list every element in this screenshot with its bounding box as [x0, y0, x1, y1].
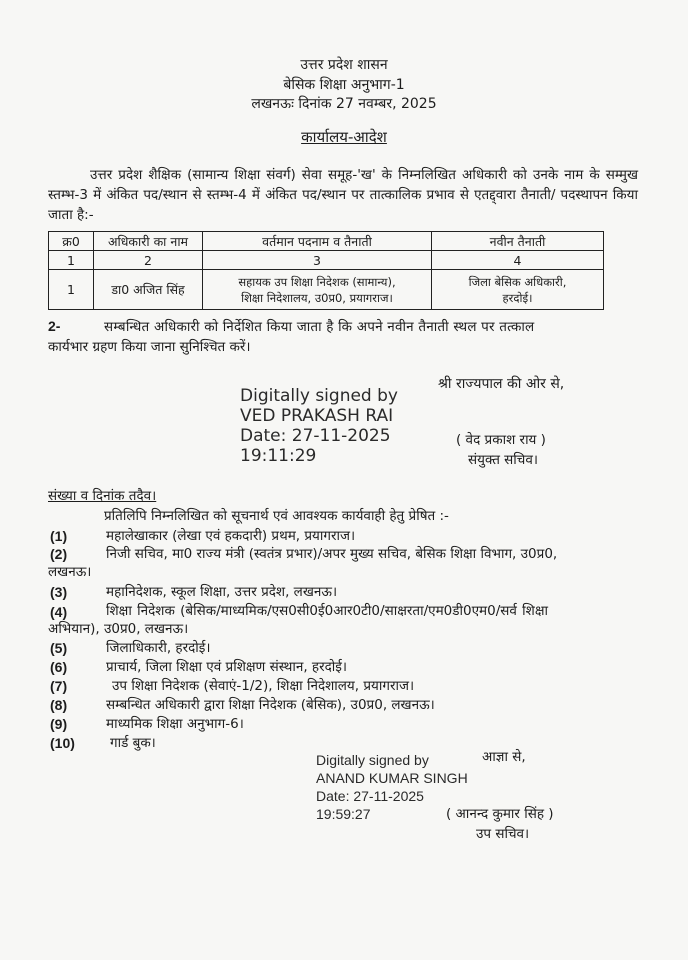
intro-paragraph: उत्तर प्रदेश शैक्षिक (सामान्य शिक्षा संवर्ग) सेवा समूह-'ख' के निम्नलिखित अधिकारी को उनके नाम के सम्मुख स्तम्भ-3 में अंकित पद/स्थान से स्तम्भ-4 में अंकित पद/स्थान पर तात्कालिक प्रभाव से एतद्द्वारा तैनाती/ पदस्थापन किया जाता है:-	[48, 167, 638, 223]
digital-signature-date: Date: 27-11-2025	[240, 426, 391, 446]
copy-item-text: सम्बन्धित अधिकारी द्वारा शिक्षा निदेशक (बेसिक), उ0प्र0, लखनऊ।	[106, 697, 435, 713]
signatory-1-designation: संयुक्त सचिव।	[468, 452, 538, 468]
table-header-cell: नवीन तैनाती	[432, 232, 604, 251]
signatory-2-name: ( आनन्द कुमार सिंह )	[446, 806, 554, 822]
copy-item-number: (4)	[50, 604, 68, 620]
digital-signature-label: Digitally signed by	[316, 752, 429, 768]
copy-item-text-continued: अभियान), उ0प्र0, लखनऊ।	[48, 621, 189, 637]
digital-signature-name: VED PRAKASH RAI	[240, 406, 394, 426]
copy-item-text: महानिदेशक, स्कूल शिक्षा, उत्तर प्रदेश, लखनऊ।	[106, 584, 338, 600]
copy-item-number: (1)	[50, 528, 68, 544]
officer-name: डा0 अजित सिंह	[94, 270, 203, 310]
header-date: लखनऊः दिनांक 27 नवम्बर, 2025	[251, 96, 437, 112]
copy-item-text: उप शिक्षा निदेशक (सेवाएं-1/2), शिक्षा निदेशालय, प्रयागराज।	[112, 678, 415, 694]
header-line-1: उत्तर प्रदेश शासन	[300, 57, 388, 73]
new-posting-line-1: जिला बेसिक अधिकारी,	[468, 274, 567, 289]
copy-item-number: (9)	[50, 716, 68, 732]
copy-item-number: (3)	[50, 584, 68, 600]
paragraph-2-line-2: कार्यभार ग्रहण किया जाना सुनिश्चित करें।	[48, 339, 251, 355]
digital-signature-time: 19:11:29	[240, 446, 317, 466]
table-header-cell: क्र0	[49, 232, 94, 251]
paragraph-2-number: 2-	[48, 318, 61, 334]
copy-item-text: जिलाधिकारी, हरदोई।	[106, 640, 211, 656]
digital-signature-time: 19:59:27	[316, 806, 371, 822]
signatory-2-designation: उप सचिव।	[476, 826, 530, 842]
copy-item-number: (10)	[50, 735, 75, 751]
digital-signature-1	[240, 386, 398, 466]
table-header-cell: वर्तमान पदनाम व तैनाती	[203, 232, 432, 251]
current-posting-line-1: सहायक उप शिक्षा निदेशक (सामान्य),	[238, 274, 396, 289]
table-column-number-row	[49, 251, 604, 270]
copy-item-number: (6)	[50, 659, 68, 675]
copy-item-text: शिक्षा निदेशक (बेसिक/माध्यमिक/एस0सी0ई0आर0टी0/साक्षरता/एम0डी0एम0/सर्व शिक्षा	[106, 603, 549, 619]
by-order: आज्ञा से,	[482, 749, 526, 765]
digital-signature-label: Digitally signed by	[240, 386, 398, 406]
copy-item-number: (5)	[50, 640, 68, 656]
new-posting-line-2: हरदोई।	[502, 290, 533, 305]
copy-item-number: (2)	[50, 546, 68, 562]
posting-table	[48, 231, 604, 310]
column-number: 2	[94, 251, 203, 270]
copy-item-text: महालेखाकार (लेखा एवं हकदारी) प्रथम, प्रयागराज।	[106, 528, 356, 544]
row-serial: 1	[49, 270, 94, 310]
column-number: 1	[49, 251, 94, 270]
copy-item-text: निजी सचिव, मा0 राज्य मंत्री (स्वतंत्र प्रभार)/अपर मुख्य सचिव, बेसिक शिक्षा विभाग, उ0प्र0,	[106, 546, 558, 562]
digital-signature-name: ANAND KUMAR SINGH	[316, 770, 468, 786]
table-row	[49, 270, 604, 310]
new-posting	[432, 270, 604, 310]
table-header-cell: अधिकारी का नाम	[94, 232, 203, 251]
copy-intro: प्रतिलिपि निम्नलिखित को सूचनार्थ एवं आवश्यक कार्यवाही हेतु प्रेषित :-	[104, 508, 449, 524]
order-title: कार्यालय-आदेश	[301, 128, 387, 146]
paragraph-2-line-1: सम्बन्धित अधिकारी को निर्देशित किया जाता है कि अपने नवीन तैनाती स्थल पर तत्काल	[104, 319, 535, 335]
header-line-2: बेसिक शिक्षा अनुभाग-1	[283, 77, 405, 93]
digital-signature-2	[316, 751, 468, 823]
column-number: 4	[432, 251, 604, 270]
on-behalf-of-governor: श्री राज्यपाल की ओर से,	[438, 376, 565, 392]
copy-item-number: (7)	[50, 678, 68, 694]
copy-item-text: प्राचार्य, जिला शिक्षा एवं प्रशिक्षण संस्थान, हरदोई।	[106, 659, 348, 675]
copy-item-number: (8)	[50, 697, 68, 713]
column-number: 3	[203, 251, 432, 270]
signatory-1-name: ( वेद प्रकाश राय )	[456, 432, 546, 448]
copy-item-text: गार्ड बुक।	[110, 735, 156, 751]
copy-item-text: माध्यमिक शिक्षा अनुभाग-6।	[106, 716, 244, 732]
current-posting	[203, 270, 432, 310]
current-posting-line-2: शिक्षा निदेशालय, उ0प्र0, प्रयागराज।	[241, 290, 393, 305]
copy-reference: संख्या व दिनांक तदैव।	[48, 488, 157, 504]
table-header-row	[49, 232, 604, 251]
digital-signature-date: Date: 27-11-2025	[316, 788, 424, 804]
copy-item-text-continued: लखनऊ।	[48, 564, 92, 580]
